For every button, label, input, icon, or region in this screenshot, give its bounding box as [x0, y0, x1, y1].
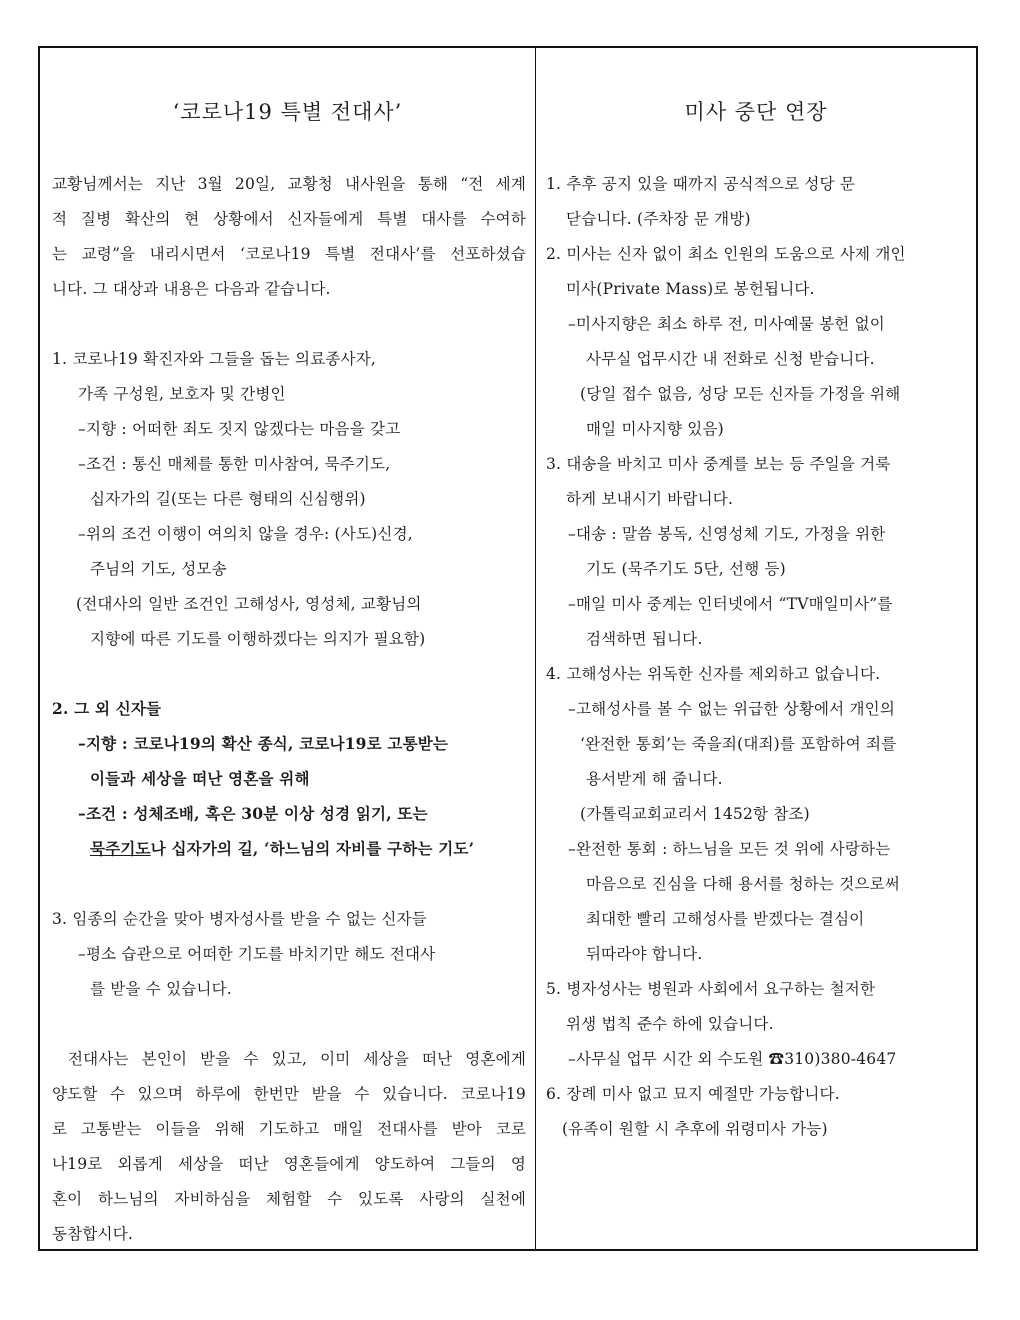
notice-line: 용서받게 해 줍니다.	[586, 770, 723, 788]
section-2-heading: 2. 그 외 신자들	[52, 699, 162, 718]
section-1-note: 지향에 따른 기도를 이행하겠다는 의지가 필요함)	[90, 630, 426, 648]
notice-line: 매일 미사지향 있음)	[586, 420, 724, 438]
bulletin-frame	[38, 46, 978, 1251]
notice-line: 마음으로 진심을 다해 용서를 청하는 것으로써	[586, 875, 900, 893]
notice-line: 검색하면 됩니다.	[586, 630, 703, 648]
notice-item: 3. 대송을 바치고 미사 중계를 보는 등 주일을 거룩	[546, 455, 891, 473]
notice-line: (가톨릭교회교리서 1452항 참조)	[580, 805, 810, 823]
closing-line: 로 고통받는 이들을 위해 기도하고 매일 전대사를 받아 코로	[52, 1120, 526, 1138]
indulgence-title: ‘코로나19 특별 전대사’	[172, 100, 403, 124]
intro-line: 는 교령”을 내리시면서 ‘코로나19 특별 전대사’를 선포하셨습	[52, 245, 526, 263]
section-2-line: 이들과 세상을 떠난 영혼을 위해	[90, 769, 310, 788]
section-2-line: –지향 : 코로나19의 확산 종식, 코로나19로 고통받는	[78, 734, 449, 753]
notice-item: 1. 추후 공지 있을 때까지 공식적으로 성당 문	[546, 175, 856, 193]
notice-line: 미사(Private Mass)로 봉헌됩니다.	[566, 280, 815, 298]
closing-line: 나19로 외롭게 세상을 떠난 영혼들에게 양도하여 그들의 영	[52, 1155, 526, 1173]
notice-line: –완전한 통회 : 하느님을 모든 것 위에 사랑하는	[568, 840, 891, 858]
section-1-line: 가족 구성원, 보호자 및 간병인	[78, 385, 286, 403]
notice-line: 닫습니다. (주차장 문 개방)	[566, 210, 751, 228]
section-1-line: 주님의 기도, 성모송	[90, 560, 227, 578]
notice-line: 사무실 업무시간 내 전화로 신청 받습니다.	[586, 350, 875, 368]
closing-line: 양도할 수 있으며 하루에 한번만 받을 수 있습니다. 코로나19	[52, 1085, 526, 1103]
section-1-line: –조건 : 통신 매체를 통한 미사참여, 묵주기도,	[78, 455, 391, 473]
intro-line: 적 질병 확산의 현 상황에서 신자들에게 특별 대사를 수여하	[52, 210, 526, 228]
section-1-note: (전대사의 일반 조건인 고해성사, 영성체, 교황님의	[76, 595, 422, 613]
section-2-line	[90, 837, 474, 859]
mass-suspension-title: 미사 중단 연장	[684, 100, 828, 124]
notice-line: –대송 : 말씀 봉독, 신영성체 기도, 가정을 위한	[568, 525, 886, 543]
section-2-line: –조건 : 성체조배, 혹은 30분 이상 성경 읽기, 또는	[78, 804, 428, 823]
section-1-line: 십자가의 길(또는 다른 형태의 신심행위)	[90, 490, 366, 508]
intro-line: 니다. 그 대상과 내용은 다음과 같습니다.	[52, 280, 331, 298]
section-1-heading: 1. 코로나19 확진자와 그들을 돕는 의료종사자,	[52, 350, 377, 368]
section-3-heading: 3. 임종의 순간을 맞아 병자성사를 받을 수 없는 신자들	[52, 910, 427, 928]
notice-line: –고해성사를 볼 수 없는 위급한 상황에서 개인의	[568, 700, 896, 718]
notice-item: 6. 장례 미사 없고 묘지 예절만 가능합니다.	[546, 1085, 840, 1103]
notice-line: (당일 접수 없음, 성당 모든 신자들 가정을 위해	[580, 385, 901, 403]
notice-line: –미사지향은 최소 하루 전, 미사예물 봉헌 없이	[568, 315, 885, 333]
notice-line: (유족이 원할 시 추후에 위령미사 가능)	[562, 1120, 828, 1138]
intro-line: 교황님께서는 지난 3월 20일, 교황청 내사원을 통해 “전 세계	[52, 175, 526, 193]
closing-line: 혼이 하느님의 자비하심을 체험할 수 있도록 사랑의 실천에	[52, 1190, 526, 1208]
notice-line: 뒤따라야 합니다.	[586, 945, 703, 963]
notice-item: 2. 미사는 신자 없이 최소 인원의 도움으로 사제 개인	[546, 245, 906, 263]
notice-line: ‘완전한 통회’는 죽을죄(대죄)를 포함하여 죄를	[580, 735, 897, 753]
indulgence-column	[40, 48, 536, 1249]
section-3-line: 를 받을 수 있습니다.	[90, 980, 232, 998]
section-1-line: –지향 : 어떠한 죄도 짓지 않겠다는 마음을 갖고	[78, 420, 401, 438]
notice-line: –매일 미사 중계는 인터넷에서 “TV매일미사”를	[568, 595, 893, 613]
notice-line: 기도 (묵주기도 5단, 선행 등)	[586, 560, 786, 578]
closing-line: 전대사는 본인이 받을 수 있고, 이미 세상을 떠난 영혼에게	[68, 1050, 526, 1068]
office-phone: –사무실 업무 시간 외 수도원 ☎310)380-4647	[568, 1050, 897, 1068]
section-3-line: –평소 습관으로 어떠한 기도를 바치기만 해도 전대사	[78, 945, 436, 963]
notice-line: 최대한 빨리 고해성사를 받겠다는 결심이	[586, 910, 865, 928]
notice-item: 4. 고해성사는 위독한 신자를 제외하고 없습니다.	[546, 665, 881, 683]
notice-item: 5. 병자성사는 병원과 사회에서 요구하는 철저한	[546, 980, 876, 998]
section-1-line: –위의 조건 이행이 여의치 않을 경우: (사도)신경,	[78, 525, 413, 543]
notice-line: 위생 법칙 준수 하에 있습니다.	[566, 1015, 774, 1033]
section-2-line-rest: 나 십자가의 길, ‘하느님의 자비를 구하는 기도’	[150, 839, 475, 858]
underlined-rosary: 묵주기도	[90, 839, 151, 858]
closing-line: 동참합시다.	[52, 1225, 133, 1243]
mass-suspension-column	[536, 48, 976, 1249]
notice-line: 하게 보내시기 바랍니다.	[566, 490, 734, 508]
